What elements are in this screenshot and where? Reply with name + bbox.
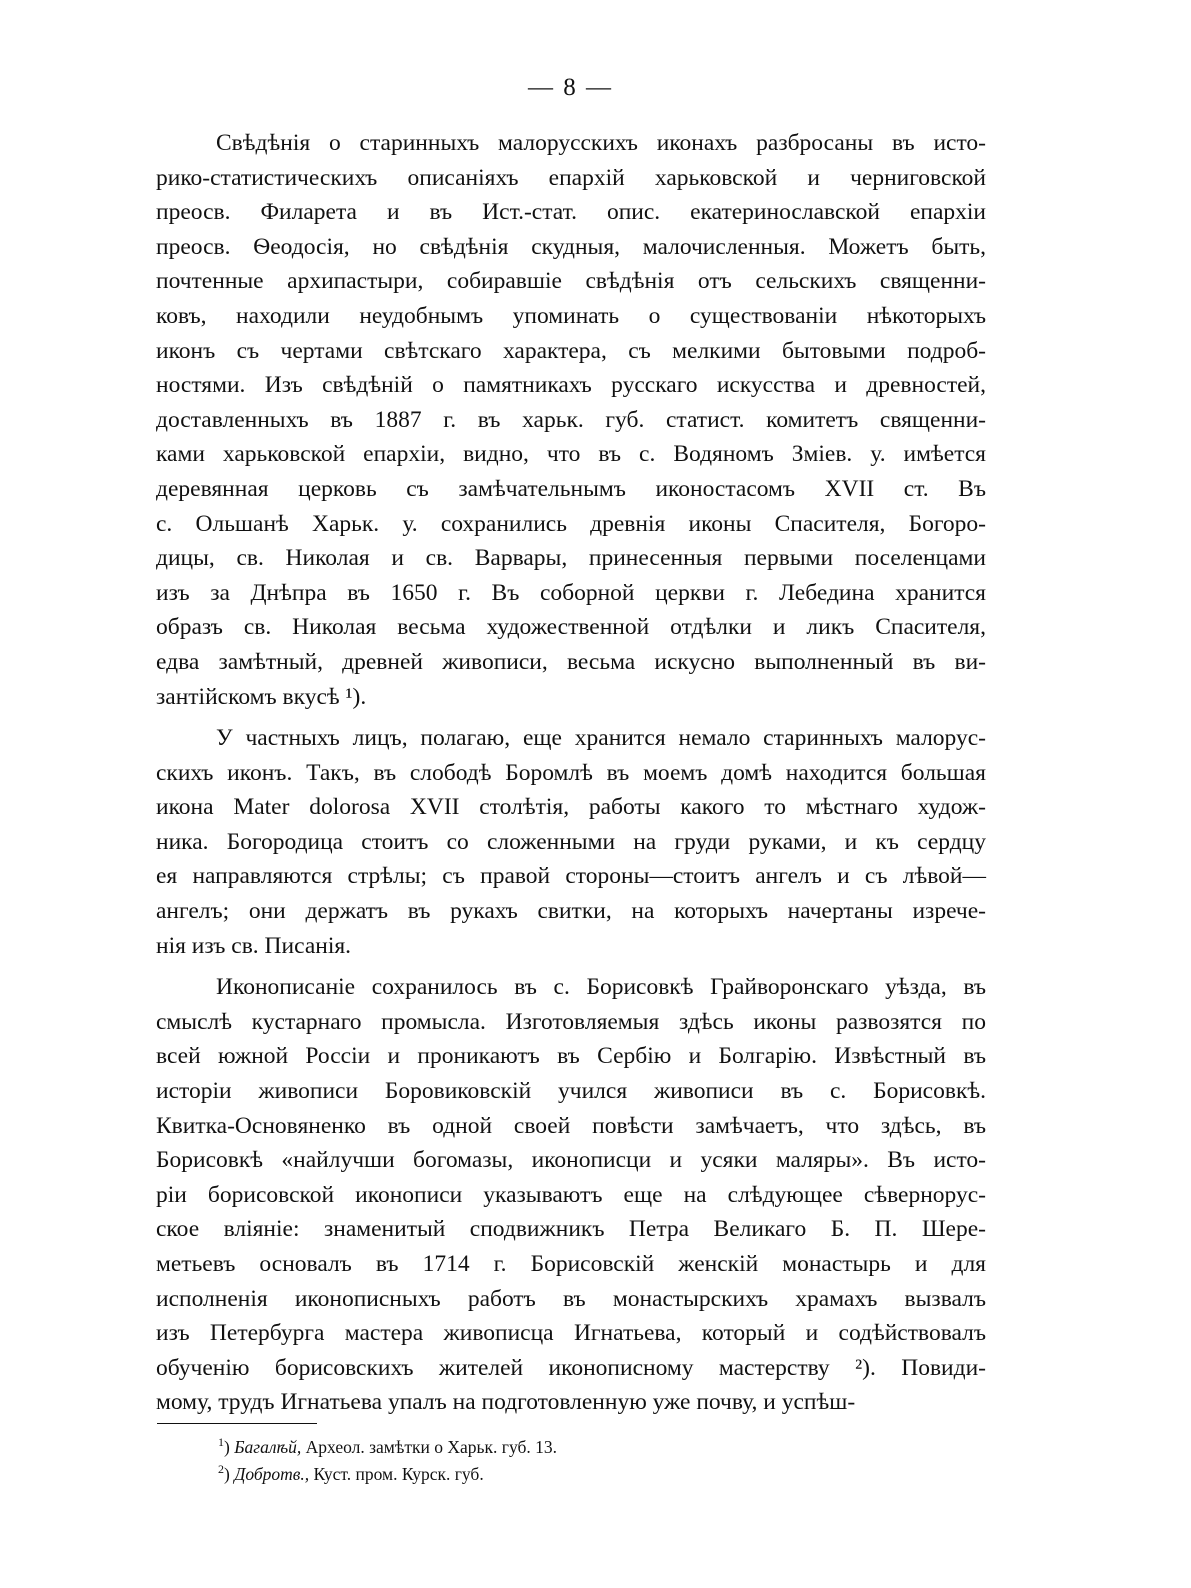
text-line: преосв. Ѳеодосія, но свѣдѣнія скудныя, малочисленныя. Можетъ быть, bbox=[156, 233, 986, 260]
text-line: метьевъ основалъ въ 1714 г. Борисовскій женскій монастырь и для bbox=[156, 1251, 986, 1277]
footnote bbox=[218, 1461, 978, 1488]
text-line: почтенные архипастыри, собиравшіе свѣдѣнія отъ сельскихъ священни- bbox=[156, 268, 986, 295]
page-number: — 8 — bbox=[528, 74, 613, 101]
text-line: с. Ольшанѣ Харьк. у. сохранились древнія иконы Спасителя, Богоро- bbox=[156, 510, 986, 537]
footnote-marker: 1 bbox=[218, 1435, 224, 1450]
text-line: обученію борисовскихъ жителей иконописному мастерству ²). Повиди- bbox=[156, 1354, 986, 1381]
text-line: изъ Петербурга мастера живописца Игнатьева, который и содѣйствовалъ bbox=[156, 1320, 986, 1347]
text-line: ское вліяніе: знаменитый сподвижникъ Петра Великаго Б. П. Шере- bbox=[156, 1216, 986, 1243]
text-line: исполненія иконописныхъ работъ въ монастырскихъ храмахъ вызвалъ bbox=[156, 1285, 986, 1312]
footnote-paren: ) bbox=[224, 1464, 235, 1484]
text-line: ея направляются стрѣлы; съ правой стороны—стоитъ ангелъ и съ лѣвой— bbox=[156, 863, 986, 890]
footnote-author: Багалѣй, bbox=[234, 1437, 302, 1457]
paragraph bbox=[156, 970, 986, 1420]
text-line: исторіи живописи Боровиковскій учился живописи въ с. Борисовкѣ. bbox=[156, 1078, 986, 1105]
text-line: образъ св. Николая весьма художественной отдѣлки и ликъ Спасителя, bbox=[156, 614, 986, 641]
footnote bbox=[218, 1434, 978, 1461]
text-line: доставленныхъ въ 1887 г. въ харьк. губ. статист. комитетъ священни- bbox=[156, 406, 986, 433]
text-line: преосв. Филарета и въ Ист.-стат. опис. екатеринославской епархіи bbox=[156, 199, 986, 226]
text-line: рико-статистическихъ описаніяхъ епархій харьковской и черниговской bbox=[156, 164, 986, 191]
text-line: ками харьковской епархіи, видно, что въ с. Водяномъ Зміев. у. имѣется bbox=[156, 441, 986, 468]
body-text bbox=[156, 126, 986, 1420]
footnote-text: Археол. замѣтки о Харьк. губ. 13. bbox=[301, 1437, 558, 1457]
text-line: всей южной Россіи и проникаютъ въ Сербію и Болгарію. Извѣстный въ bbox=[156, 1043, 986, 1070]
text-line: зантійскомъ вкусѣ ¹). bbox=[156, 683, 367, 710]
text-line: Квитка-Основяненко въ одной своей повѣсти замѣчаетъ, что здѣсь, въ bbox=[156, 1112, 986, 1139]
text-line: нія изъ св. Писанія. bbox=[156, 932, 352, 959]
text-line: ангелъ; они держатъ въ рукахъ свитки, на которыхъ начертаны изрече- bbox=[156, 898, 986, 925]
text-line: скихъ иконъ. Такъ, въ слободѣ Боромлѣ въ моемъ домѣ находится большая bbox=[156, 759, 986, 786]
text-line: изъ за Днѣпра въ 1650 г. Въ соборной церкви г. Лебедина хранится bbox=[156, 579, 986, 606]
paragraph bbox=[156, 721, 986, 963]
text-line: едва замѣтный, древней живописи, весьма искусно выполненный въ ви- bbox=[156, 648, 986, 675]
text-line: мому, трудъ Игнатьева упалъ на подготовленную уже почву, и успѣш- bbox=[156, 1389, 856, 1416]
text-line: ріи борисовской иконописи указываютъ еще на слѣдующее сѣвернорус- bbox=[156, 1181, 986, 1208]
text-line: ника. Богородица стоитъ со сложенными на груди руками, и къ сердцу bbox=[156, 828, 986, 855]
footnote-divider bbox=[157, 1423, 317, 1424]
paragraph bbox=[156, 126, 986, 714]
text-line: У частныхъ лицъ, полагаю, еще хранится немало старинныхъ малорус- bbox=[216, 725, 986, 752]
text-line: Свѣдѣнія о старинныхъ малорусскихъ иконахъ разбросаны въ исто- bbox=[216, 130, 986, 156]
footnote-text: Куст. пром. Курск. губ. bbox=[309, 1464, 484, 1484]
footnote-paren: ) bbox=[224, 1437, 235, 1457]
text-line: деревянная церковь съ замѣчательнымъ иконостасомъ XVII ст. Въ bbox=[156, 475, 986, 502]
text-line: ностями. Изъ свѣдѣній о памятникахъ русскаго искусства и древностей, bbox=[156, 372, 986, 399]
text-line: икона Mater dolorosa XVII столѣтія, работы какого то мѣстнаго худож- bbox=[156, 794, 986, 821]
text-line: смыслѣ кустарнаго промысла. Изготовляемыя здѣсь иконы развозятся по bbox=[156, 1008, 986, 1035]
text-line: ковъ, находили неудобнымъ упоминать о существованіи нѣкоторыхъ bbox=[156, 302, 986, 329]
text-line: дицы, св. Николая и св. Варвары, принесенныя первыми поселенцами bbox=[156, 545, 986, 572]
footnotes bbox=[218, 1434, 978, 1488]
text-line: Борисовкѣ «найлучши богомазы, иконописци и усяки маляры». Въ исто- bbox=[156, 1147, 986, 1174]
text-line: иконъ съ чертами свѣтскаго характера, съ мелкими бытовыми подроб- bbox=[156, 337, 986, 364]
text-line: Иконописаніе сохранилось въ с. Борисовкѣ Грайворонскаго уѣзда, въ bbox=[216, 974, 986, 1001]
footnote-author: Добротв., bbox=[234, 1464, 310, 1484]
footnote-marker: 2 bbox=[218, 1462, 224, 1477]
